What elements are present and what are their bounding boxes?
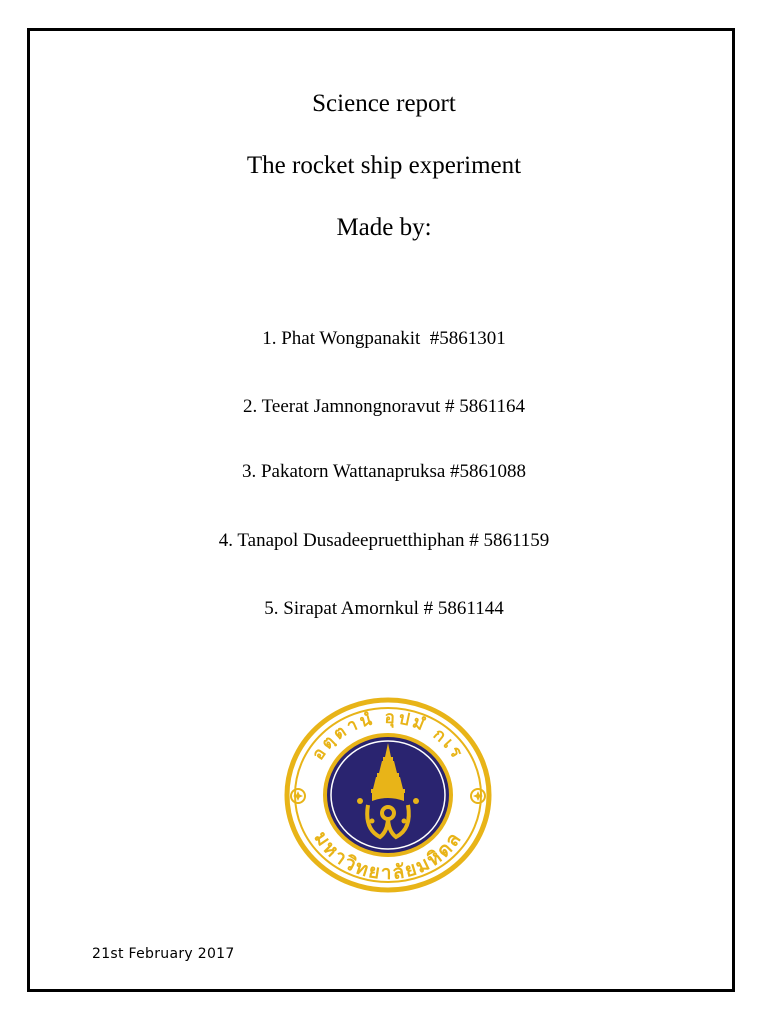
report-subtitle: The rocket ship experiment bbox=[246, 152, 522, 179]
seal-bottom-text: มหาวิทยาลัยมหิดล bbox=[309, 827, 467, 885]
member-item: 4. Tanapol Dusadeepruetthiphan # 5861159 bbox=[218, 530, 550, 551]
university-seal-icon bbox=[284, 697, 492, 893]
seal-top-text: อตฺตานํ อุปมํ กเร bbox=[308, 707, 468, 764]
seal-right-ornament bbox=[471, 789, 485, 803]
member-item: 2. Teerat Jamnongnoravut # 5861164 bbox=[242, 396, 526, 417]
member-item: 3. Pakatorn Wattanapruksa #5861088 bbox=[241, 461, 527, 482]
report-date: 21st February 2017 bbox=[92, 946, 235, 962]
member-item: 5. Sirapat Amornkul # 5861144 bbox=[264, 598, 504, 619]
report-title: Science report bbox=[312, 90, 456, 117]
made-by-label: Made by: bbox=[336, 214, 432, 241]
member-item: 1. Phat Wongpanakit #5861301 bbox=[262, 328, 506, 349]
seal-left-ornament bbox=[291, 789, 305, 803]
